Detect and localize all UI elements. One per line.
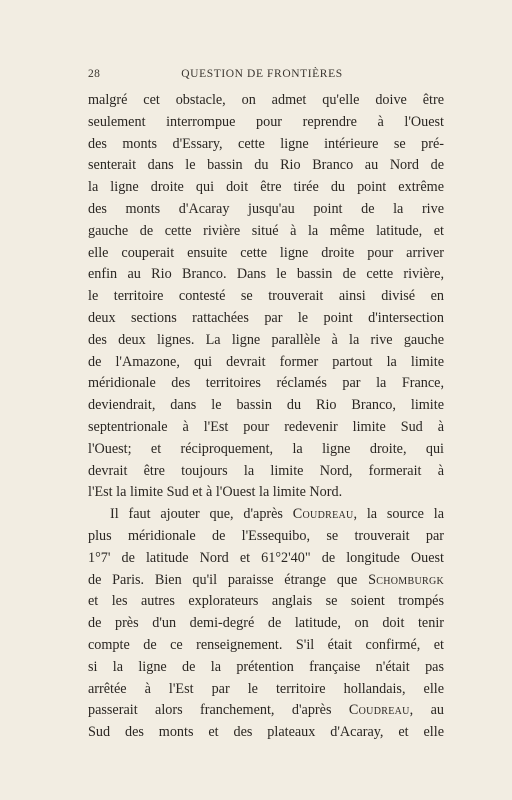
text-line: devrait être toujours la limite Nord, formerait à	[88, 462, 444, 479]
text-line: de Paris. Bien qu'il paraisse étrange que Schomburgk	[88, 571, 444, 588]
author-name: Schomburgk	[368, 571, 444, 588]
text-line: de l'Amazone, qui devrait former partout la limite	[88, 353, 444, 370]
text-line: senterait dans le bassin du Rio Branco au Nord de	[88, 157, 444, 174]
text-line: malgré cet obstacle, on admet qu'elle doive être	[88, 92, 444, 108]
author-name: Coudreau	[348, 702, 410, 719]
text-line: arrêtée à l'Est par le territoire hollandais, elle	[88, 680, 444, 697]
text-line: le territoire contesté se trouverait ainsi divisé en	[88, 288, 444, 305]
paragraph-start-line: Il faut ajouter que, d'après Coudreau, la source la	[110, 506, 444, 523]
running-head	[88, 68, 436, 84]
text-line: compte de ce renseignement. S'il était confirmé, et	[88, 636, 444, 653]
paragraph-end-line: l'Est la limite Sud et à l'Ouest la limite Nord.	[88, 484, 343, 501]
text-line: des monts d'Acaray jusqu'au point de la rive	[88, 200, 444, 217]
text-line: passerait alors franchement, d'après Coudreau, au	[88, 702, 444, 719]
text-line: gauche de cette rivière situé à la même latitude, et	[88, 222, 444, 239]
author-name: Coudreau	[292, 506, 354, 523]
body-text	[88, 90, 444, 744]
text-line: deviendrait, dans le bassin du Rio Branco, limite	[88, 397, 444, 414]
running-title: QUESTION DE FRONTIÈRES	[181, 68, 343, 80]
text-line: la ligne droite qui doit être tirée du point extrême	[88, 179, 444, 196]
page-number: 28	[88, 68, 101, 80]
text-line: plus méridionale de l'Essequibo, se trouverait par	[88, 527, 444, 544]
text-line: septentrionale à l'Est pour redevenir limite Sud à	[88, 418, 444, 435]
text-line: l'Ouest; et réciproquement, la ligne droite, qui	[88, 440, 444, 457]
text-line: Sud des monts et des plateaux d'Acaray, et elle	[88, 724, 444, 741]
text-line: 1°7' de latitude Nord et 61°2'40" de longitude Ouest	[88, 549, 444, 566]
text-line: des monts d'Essary, cette ligne intérieure se pré-	[88, 135, 444, 152]
text-line: de près d'un demi-degré de latitude, on doit tenir	[88, 615, 444, 632]
text-line: si la ligne de la prétention française n'était pas	[88, 658, 444, 675]
text-line: et les autres explorateurs anglais se soient trompés	[88, 593, 444, 610]
text-line: méridionale des territoires réclamés par la France,	[88, 375, 444, 392]
text-line: elle couperait ensuite cette ligne droite pour arriver	[88, 244, 444, 261]
text-line: des deux lignes. La ligne parallèle à la rive gauche	[88, 331, 444, 348]
text-line: deux sections rattachées par le point d'intersection	[88, 309, 444, 326]
text-line: seulement interrompue pour reprendre à l'Ouest	[88, 113, 444, 130]
text-line: enfin au Rio Branco. Dans le bassin de cette rivière,	[88, 266, 444, 283]
